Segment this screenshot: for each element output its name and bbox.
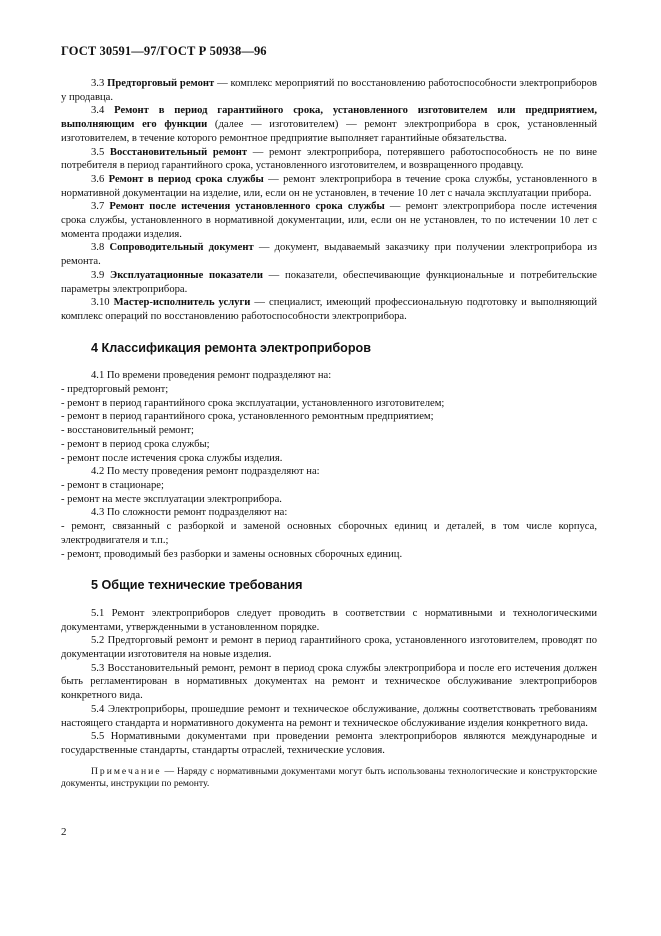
clause-5-4: 5.4 Электроприборы, прошедшие ремонт и техническое обслуживание, должны соответствовать требованиям настоящего стандарта и нормативного документа на ремонт и техническое обслуживание изделия конкретного вида. [61,703,597,729]
document-body [61,77,597,791]
list-item: - ремонт после истечения срока службы изделия. [61,452,283,464]
list-item: - ремонт в период срока службы; [61,438,210,450]
note-label: Примечание [91,765,162,777]
clause-4-2: 4.2 По месту проведения ремонт подразделяют на: [91,466,320,478]
list-item: - предторговый ремонт; [61,384,169,396]
document-header: ГОСТ 30591—97/ГОСТ Р 50938—96 [61,44,267,58]
term-3-8: 3.8 Сопроводительный документ — документ, выдаваемый заказчику при получении электроприбора из ремонта. [61,242,597,268]
clause-5-3: 5.3 Восстановительный ремонт, ремонт в период срока службы электроприбора и после его истечения должен быть регламентирован в нормативных документах на ремонт и техническое обслуживание электроприборов конкретного вида. [61,662,597,702]
clause-4-1: 4.1 По времени проведения ремонт подразделяют на: [91,370,332,382]
note [61,766,597,791]
clause-5-5: 5.5 Нормативными документами при проведении ремонта электроприборов являются международные и государственные стандарты, стандарты отраслей, технические условия. [61,731,597,756]
list-item: - ремонт на месте эксплуатации электроприбора. [61,493,282,505]
section-5 [61,607,597,791]
terms-section [61,77,597,324]
list-item: - ремонт, проводимый без разборки и замены основных сборочных единиц. [61,548,403,560]
term-3-10: 3.10 Мастер-исполнитель услуги — специалист, имеющий профессиональную подготовку и выполняющий комплекс операций по восстановлению работоспособности электроприбора. [61,297,597,322]
term-3-6: 3.6 Ремонт в период срока службы — ремонт электроприбора в течение срока службы, установленного в нормативной документации на изделие, или, если он не установлен, в течение 10 лет с начала эксплуатации прибора. [61,173,597,199]
term-3-5: 3.5 Восстановительный ремонт — ремонт электроприбора, потерявшего работоспособность не по вине потребителя в период гарантийного срока, установленного изготовителем, и возвращенного продавцу. [61,146,597,172]
page-number: 2 [61,826,67,838]
clause-4-3: 4.3 По сложности ремонт подразделяют на: [91,507,288,519]
term-3-7: 3.7 Ремонт после истечения установленного срока службы — ремонт электроприбора после истечения срока службы, установленного в нормативной документации, или, если он не установлен, то по истечении 10 лет с момента продажи изделия. [61,201,597,240]
section-4-heading: 4 Классификация ремонта электроприборов [91,340,371,355]
clause-5-2: 5.2 Предторговый ремонт и ремонт в период гарантийного срока, установленного изготовителем, проводят по документации изготовителя на новые изделия. [61,635,597,661]
list-item: - ремонт в период гарантийного срока эксплуатации, установленного изготовителем; [61,397,445,409]
term-3-3: 3.3 Предторговый ремонт — комплекс мероприятий по восстановлению работоспособности электроприборов у продавца. [61,78,598,103]
list-item: - ремонт в стационаре; [61,479,164,491]
list-item: - ремонт в период гарантийного срока, установленного ремонтным предприятием; [61,411,434,423]
list-item: - восстановительный ремонт; [61,425,194,437]
list-item: - ремонт, связанный с разборкой и заменой основных сборочных единиц и деталей, в том числе корпуса, электродвигателя и т.п.; [61,521,597,546]
clause-5-1: 5.1 Ремонт электроприборов следует проводить в соответствии с нормативными и технологическими документами, утвержденными в установленном порядке. [61,607,597,633]
section-4 [61,369,597,561]
note-text: — Наряду с нормативными документами могут быть использованы технологические и конструкторские документы, инструкции по ремонту. [61,765,597,790]
term-3-9: 3.9 Эксплуатационные показатели — показатели, обеспечивающие функциональные и потребительские параметры электроприбора. [61,269,597,295]
term-3-4: 3.4 Ремонт в период гарантийного срока, установленного изготовителем или предприятием, выполняющим его функции (далее — изготовителем) — ремонт электроприбора в срок, установленный изготовителем, в течение которого ремонтное предприятие выполняет гарантийные обязательства. [61,105,597,144]
section-5-heading: 5 Общие технические требования [91,578,303,593]
